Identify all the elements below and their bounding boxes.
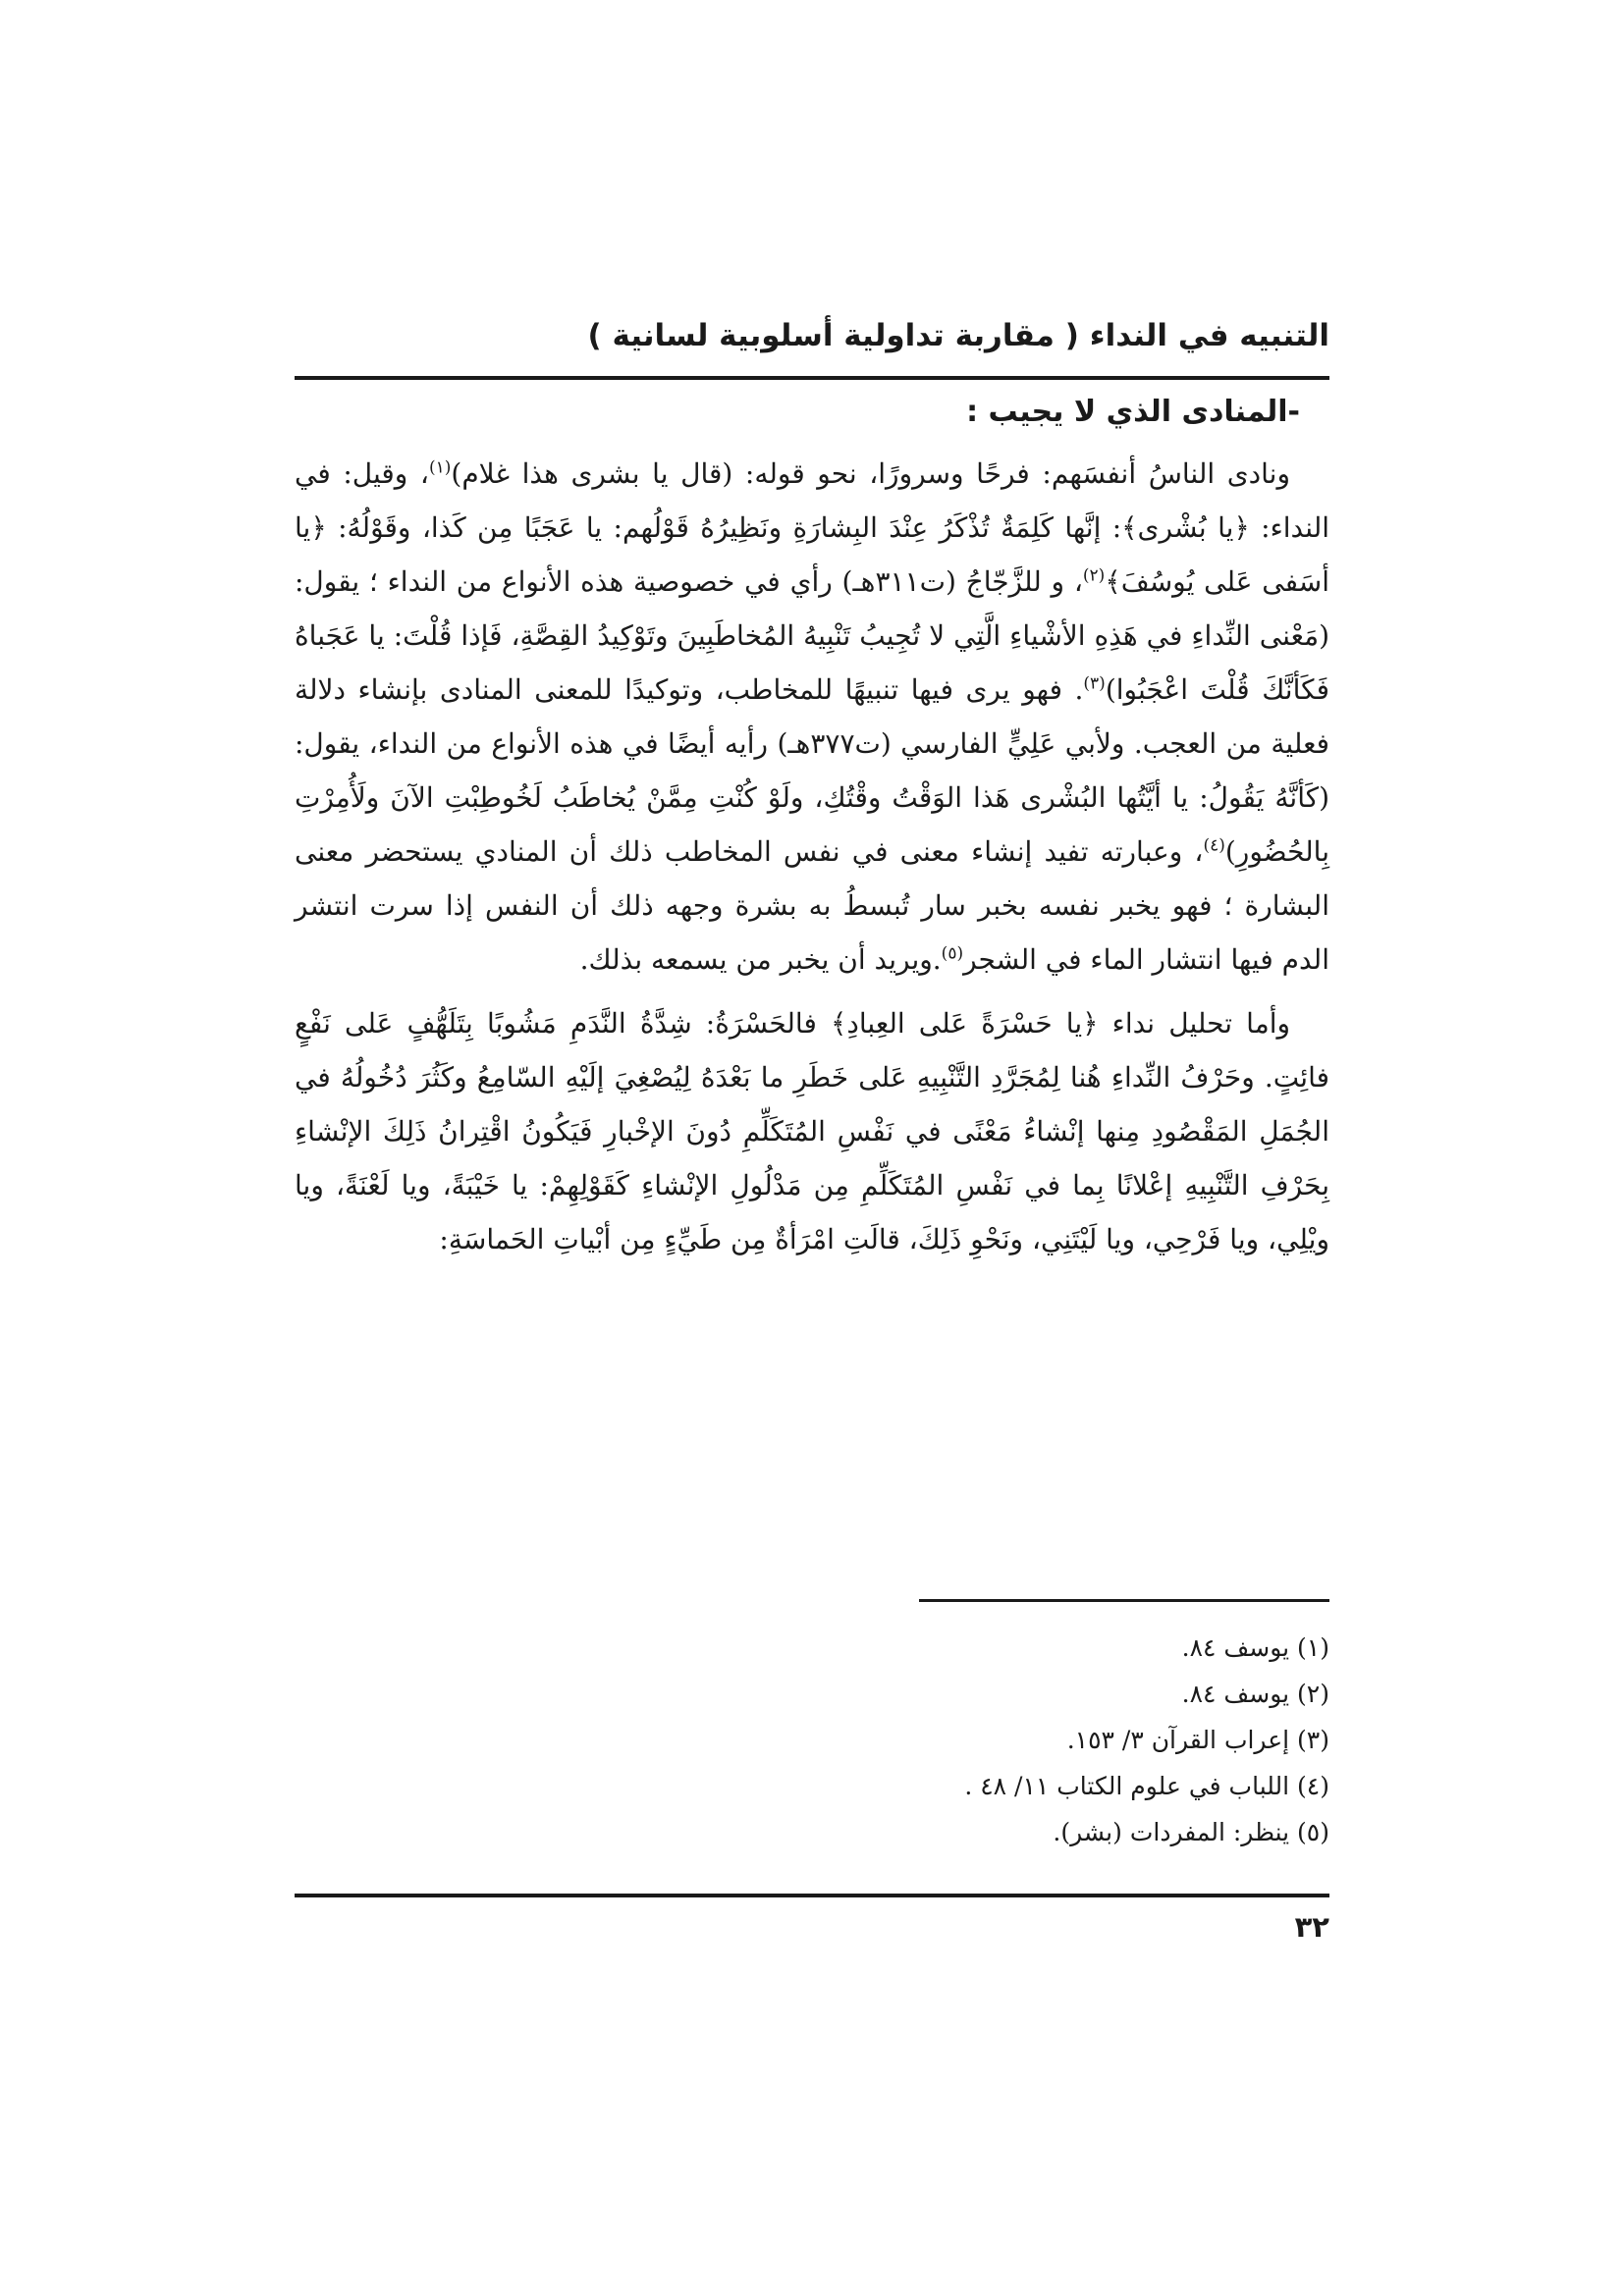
header-rule: [295, 376, 1329, 380]
paragraph-1: [295, 447, 1329, 987]
footnote-5: (٥) ينظر: المفردات (بشر).: [1053, 1818, 1329, 1846]
footnote-3: (٣) إعراب القرآن ٣/ ١٥٣.: [1066, 1726, 1329, 1754]
paragraph-1-segment: . فهو يرى فيها تنبيهًا للمخاطب، وتوكيدًا للمعنى المنادى بإنشاء دلالة فعلية من العجب. ولأبي عَلِيٍّ الفارسي (ت٣٧٧هـ) رأيه أيضًا في هذه الأنواع من النداء، يقول: (كَأنَّهُ يَقُولُ: يا أيَّتُها البُشْرى هَذا الوَقْتُ وقْتُكِ، ولَوْ كُنْتِ مِمَّنْ يُخاطَبُ لَخُوطِبْتِ الآنَ ولَأُمِرْتِ بِالحُضُورِ): [295, 673, 1330, 868]
footnote-2: (٢) يوسف ٨٤.: [1181, 1680, 1329, 1708]
section-heading: -المنادى الذي لا يجيب :: [966, 395, 1300, 429]
footnote-ref-4: (٤): [1203, 835, 1225, 856]
page-number: ٣٢: [1294, 1910, 1329, 1944]
paragraph-1-segment: ، و للزَّجّاجُ (ت٣١١هـ) رأي في خصوصية هذه الأنواع من النداء ؛ يقول: (مَعْنى النِّداءِ في هَذِهِ الأشْياءِ الَّتِي لا تُجِيبُ تَنْبِيهُ المُخاطَبِينَ وتَوْكِيدُ القِصَّةِ، فَإذا قُلْتَ: يا عَجَباهُ فَكَأنَّكَ قُلْتَ اعْجَبُوا): [295, 565, 1329, 706]
running-header: التنبيه في النداء ( مقاربة تداولية أسلوبية لسانية ): [587, 318, 1329, 353]
paragraph-1-segment: ، وقيل: في النداء: ﴿يا بُشْرى﴾: إنَّها كَلِمَةٌ تُذْكَرُ عِنْدَ البِشارَةِ ونَظِيرُهُ قَوْلُهم: يا عَجَبًا مِن كَذا، وقَوْلُهُ: ﴿يا أسَفى عَلى يُوسُفَ﴾: [295, 457, 1330, 598]
footnotes: [295, 1625, 1329, 1855]
paragraph-1-segment: ونادى الناسُ أنفسَهم: فرحًا وسرورًا، نحو قوله: (قال يا بشرى هذا غلام): [451, 457, 1290, 490]
footer-rule: [295, 1894, 1329, 1897]
paragraph-1-segment: .ويريد أن يخبر من يسمعه بذلك.: [579, 943, 942, 976]
footnote-1: (١) يوسف ٨٤.: [1181, 1633, 1329, 1662]
footnote-ref-5: (٥): [941, 943, 964, 964]
paragraph-1-segment: ، وعبارته تفيد إنشاء معنى في نفس المخاطب ذلك أن المنادي يستحضر معنى البشارة ؛ فهو يخبر نفسه بخبر سار تُبسطُ به بشرة وجهه ذلك أن النفس إذا سرت انتشر الدم فيها انتشار الماء في الشجر: [295, 835, 1329, 976]
footnote-ref-3: (٣): [1083, 673, 1106, 694]
footnote-separator: [919, 1599, 1329, 1602]
footnote-4: (٤) اللباب في علوم الكتاب ١١/ ٤٨ .: [964, 1772, 1329, 1800]
paragraph-2: وأما تحليل نداء ﴿يا حَسْرَةً عَلى العِبادِ﴾ فالحَسْرَةُ: شِدَّةُ النَّدَمِ مَشُوبًا بِتَلَهُّفٍ عَلى نَفْعٍ فائِتٍ. وحَرْفُ النِّداءِ هُنا لِمُجَرَّدِ التَّنْبِيهِ عَلى خَطَرِ ما بَعْدَهُ لِيُصْغِيَ إلَيْهِ السّامِعُ وكَثُرَ دُخُولُهُ في الجُمَلِ المَقْصُودِ مِنها إنْشاءُ مَعْنًى في نَفْسِ المُتَكَلِّمِ دُونَ الإخْبارِ فَيَكُونُ اقْتِرانُ ذَلِكَ الإنْشاءِ بِحَرْفِ التَّنْبِيهِ إعْلانًا بِما في نَفْسِ المُتَكَلِّمِ مِن مَدْلُولِ الإنْشاءِ كَقَوْلِهِمْ: يا خَيْبَةً، ويا لَعْنَةً، ويا ويْلِي، ويا فَرْحِي، ويا لَيْتَنِي، ونَحْوِ ذَلِكَ، قالَتِ امْرَأةٌ مِن طَيِّءٍ مِن أبْياتِ الحَماسَةِ:: [295, 1007, 1329, 1255]
footnote-ref-1: (١): [428, 457, 452, 478]
body-text: [295, 447, 1329, 1266]
footnote-ref-2: (٢): [1082, 565, 1106, 586]
